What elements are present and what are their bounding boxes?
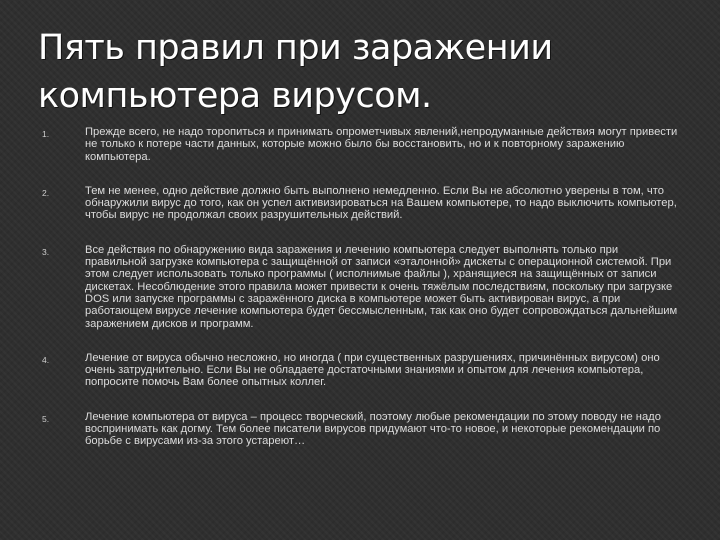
item-text: Лечение от вируса обычно несложно, но иногда ( при существенных разрушениях, причинённых вирусом) оно очень затруднительно. Если Вы не обладаете достаточными знаниями и опытом для лечения компьютера, попросите помочь Вам более опытных коллег.	[85, 351, 660, 389]
item-number: 5.	[42, 413, 50, 424]
item-number: 4.	[42, 354, 50, 365]
item-text: Тем не менее, одно действие должно быть выполнено немедленно. Если Вы не абсолютно уверены в том, что обнаружили вирус до того, как он успел активизироваться на Вашем компьютере, то надо выключить компьютер, чтобы вирус не продолжал своих разрушительных действий.	[85, 184, 677, 222]
item-number: 1.	[42, 129, 50, 139]
item-text: Лечение компьютера от вируса – процесс творческий, поэтому любые рекомендации по этому поводу не надо воспринимать как догму. Тем более писатели вирусов придумают что-то новое, и некоторые рекомендации по борьбе с вирусами из-за этого устареют…	[85, 410, 661, 448]
item-text: Все действия по обнаружению вида заражения и лечению компьютера следует выполнять только при правильной загрузке компьютера с защищённой от записи «эталонной» дискеты с операционной системой. При этом следует использовать только программы ( исполнимые файлы ), хранящиеся на защищённых от записи дискетах. Несоблюдение этого правила может привести к очень тяжёлым последствиям, поскольку при загрузке DOS или запуске программы с заражённого диска в компьютере может быть активирован вирус, а при работающем вирусе лечение компьютера будет бессмысленным, так как оно будет сопровождаться дальнейшим заражением дисков и программ.	[85, 243, 678, 330]
item-number: 3.	[42, 246, 50, 257]
item-text: Прежде всего, не надо торопиться и принимать опрометчивых явлений,непродуманные действия могут привести не только к потере части данных, которые можно было бы восстановить, но и к повторному заражению компьютера.	[85, 126, 678, 163]
item-number: 2.	[42, 187, 50, 198]
list-item	[38, 185, 678, 222]
rules-list	[38, 126, 678, 470]
list-item	[38, 126, 678, 163]
list-item	[38, 411, 678, 448]
slide-title-line: Пять правил при заражении	[38, 28, 553, 68]
list-item	[38, 352, 678, 389]
slide-title	[38, 24, 678, 120]
list-item	[38, 244, 678, 330]
slide-title-line: компьютера вирусом.	[38, 76, 432, 116]
